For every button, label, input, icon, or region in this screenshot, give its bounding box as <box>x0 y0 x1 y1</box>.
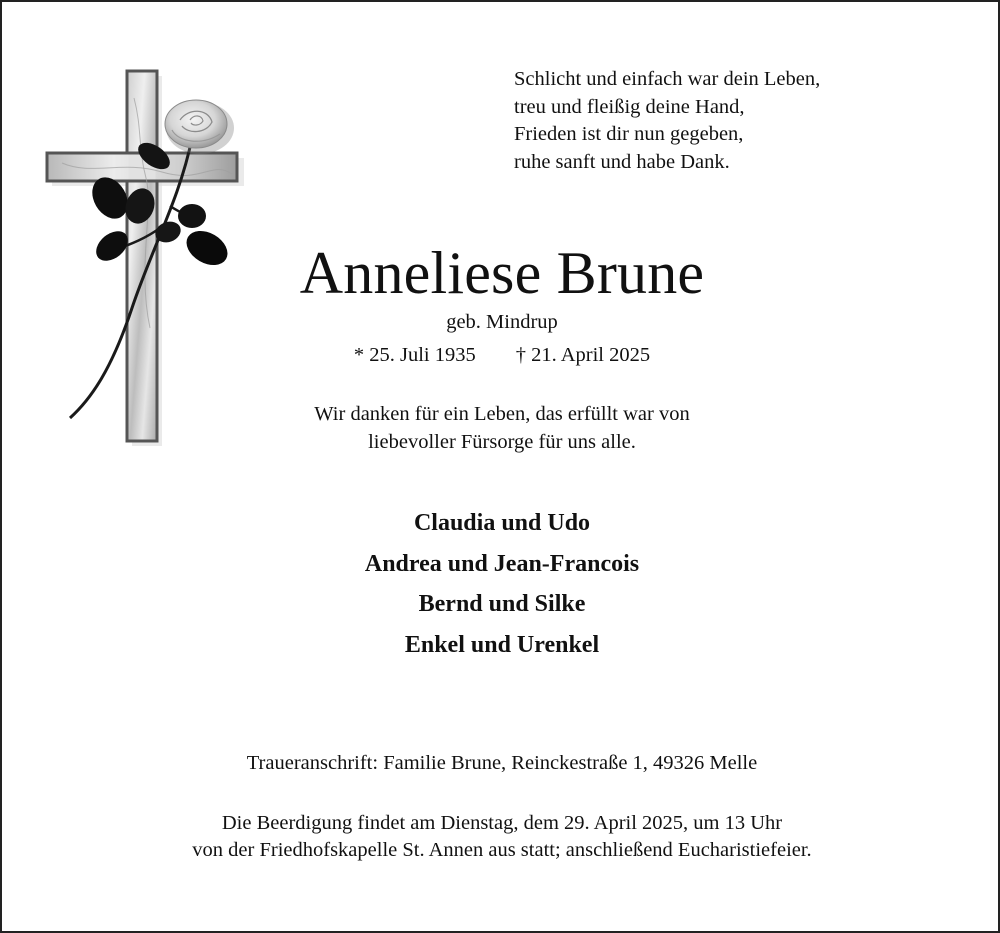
funeral-info <box>2 810 1000 864</box>
mourners-list <box>2 503 1000 665</box>
funeral-line: Die Beerdigung findet am Dienstag, dem 29. April 2025, um 13 Uhr <box>221 812 783 834</box>
poem-line: treu und fleißig deine Hand, <box>514 95 745 118</box>
poem-line: ruhe sanft und habe Dank. <box>514 150 730 173</box>
poem-line: Frieden ist dir nun gegeben, <box>514 123 744 145</box>
thanks-line: liebevoller Fürsorge für uns alle. <box>368 431 636 453</box>
thanks-text <box>2 400 1000 456</box>
mourner-entry: Claudia und Udo <box>413 510 591 536</box>
thanks-line: Wir danken für ein Leben, das erfüllt war von <box>314 403 690 425</box>
poem <box>514 66 820 176</box>
deceased-name: Anneliese Brune <box>299 240 705 306</box>
death-date: † 21. April 2025 <box>515 344 651 366</box>
mourner-entry: Bernd und Silke <box>418 591 586 617</box>
mourner-entry: Andrea und Jean-Francois <box>364 550 640 577</box>
maiden-name: geb. Mindrup <box>446 311 558 333</box>
mourning-address: Traueranschrift: Familie Brune, Reinckestraße 1, 49326 Melle <box>246 752 758 774</box>
birth-date: * 25. Juli 1935 <box>353 344 476 366</box>
life-dates <box>2 342 1000 368</box>
mourner-entry: Enkel und Urenkel <box>404 631 600 658</box>
poem-line: Schlicht und einfach war dein Leben, <box>514 68 821 90</box>
funeral-line: von der Friedhofskapelle St. Annen aus statt; anschließend Eucharistiefeier. <box>192 839 812 861</box>
